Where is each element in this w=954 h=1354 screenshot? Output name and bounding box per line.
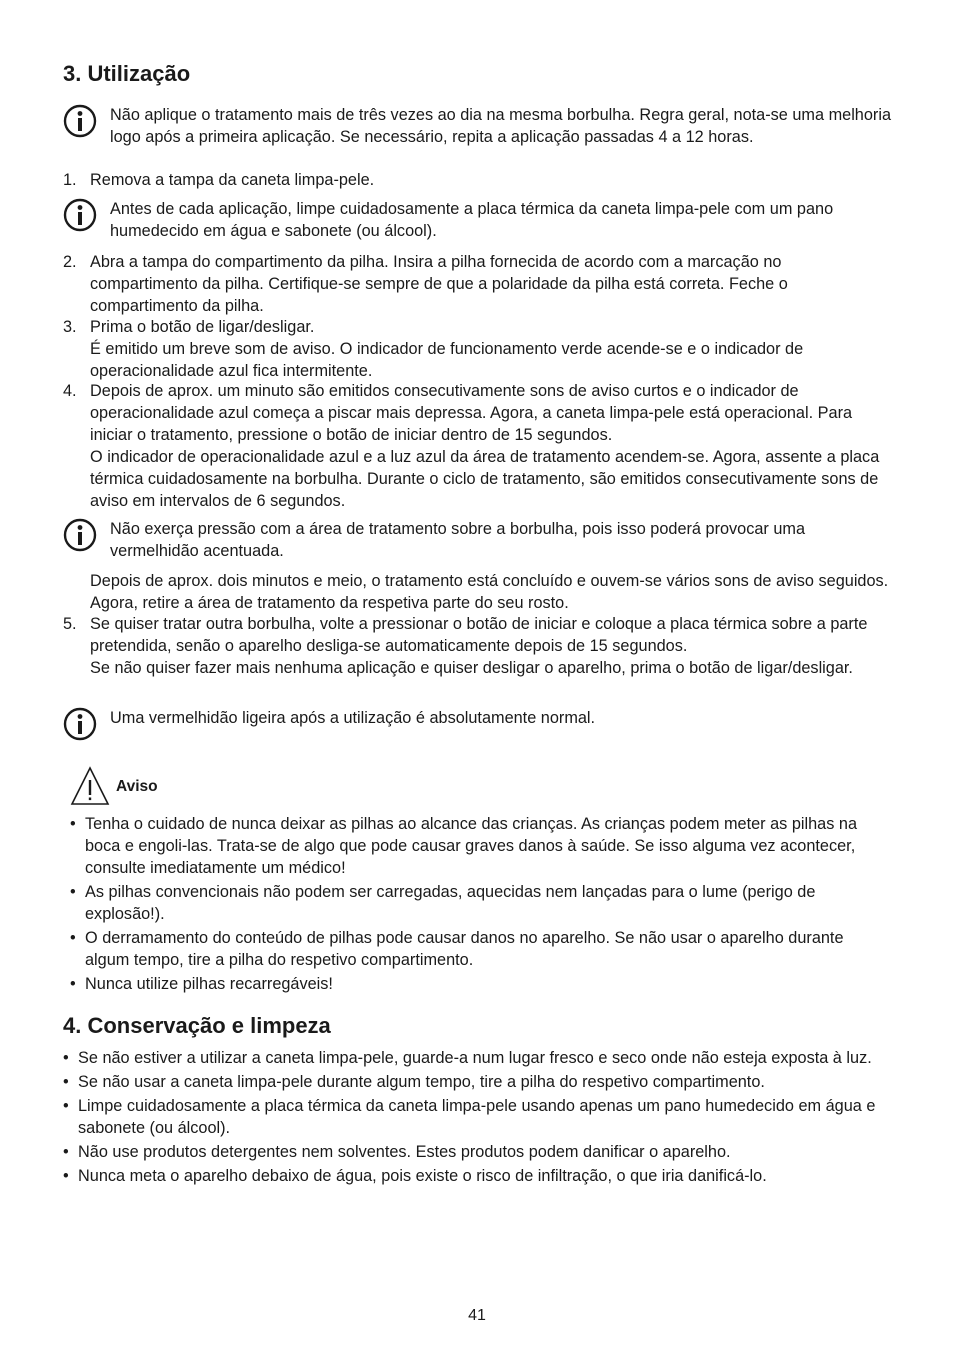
step-4-line-1: Depois de aprox. um minuto são emitidos consecutivamente sons de aviso curtos e o indicador de operacionalidade azul começa a piscar mais depressa. Agora, a caneta limpa-pele está operacional. Para iniciar o tratamento, pressione o botão de iniciar dentro de 15 segundos. (90, 382, 853, 444)
info-note-text: Antes de cada aplicação, limpe cuidadosamente a placa térmica da caneta limpa-pele com um pano humedecido em água e sabonete (ou álcool). (110, 200, 834, 240)
warning-label: Aviso (116, 778, 158, 795)
list-item: • Não use produtos detergentes nem solventes. Estes produtos podem danificar o aparelho. (63, 1143, 731, 1161)
step-4 (90, 380, 890, 512)
info-icon (63, 707, 97, 741)
list-item: • Limpe cuidadosamente a placa térmica da caneta limpa-pele usando apenas um pano humedecido em água e sabonete (ou álcool). (63, 1097, 876, 1137)
care-list (63, 1047, 893, 1189)
step-5-line-1: Se quiser tratar outra borbulha, volte a pressionar o botão de iniciar e coloque a placa térmica sobre a parte pretendida, senão o aparelho desliga-se automaticamente depois de 15 segundos. (90, 615, 868, 655)
step-2-text: Abra a tampa do compartimento da pilha. Insira a pilha fornecida de acordo com a marcação no compartimento da pilha. Certifique-se sempre de que a polaridade da pilha está correta. Feche o compartimento da pilha. (90, 253, 788, 315)
info-note-text: Não exerça pressão com a área de tratamento sobre a borbulha, pois isso poderá provocar uma vermelhidão acentuada. (110, 520, 806, 560)
step-number: 4. (63, 382, 77, 400)
list-item: • Se não estiver a utilizar a caneta limpa-pele, guarde-a num lugar fresco e seco onde não esteja exposta à luz. (63, 1049, 872, 1067)
list-item: • Tenha o cuidado de nunca deixar as pilhas ao alcance das crianças. As crianças podem meter as pilhas na boca e engoli-las. Trata-se de algo que pode causar graves danos à saúde. Se isso alguma vez acontecer, consulte imediatamente um médico! (70, 815, 858, 877)
list-item: • Nunca utilize pilhas recarregáveis! (70, 975, 333, 993)
info-note-3 (63, 518, 893, 562)
step-number: 3. (63, 318, 77, 336)
step-4-continuation: Depois de aprox. dois minutos e meio, o tratamento está concluído e ouvem-se vários sons de aviso seguidos. Agora, retire a área de tratamento da respetiva parte do seu rosto. (90, 572, 889, 612)
step-3-line-2: É emitido um breve som de aviso. O indicador de funcionamento verde acende-se e o indicador de operacionalidade azul fica intermitente. (90, 340, 804, 380)
step-number: 1. (63, 171, 77, 189)
list-item: • As pilhas convencionais não podem ser carregadas, aquecidas nem lançadas para o lume (perigo de explosão!). (70, 883, 816, 923)
info-note-2 (63, 198, 893, 242)
info-note-text: Uma vermelhidão ligeira após a utilização é absolutamente normal. (110, 709, 596, 727)
step-number: 5. (63, 615, 77, 633)
section-title-conservacao: 4. Conservação e limpeza (63, 1013, 331, 1038)
warning-list (70, 813, 890, 997)
step-number: 2. (63, 253, 77, 271)
step-3-line-1: Prima o botão de ligar/desligar. (90, 318, 315, 336)
info-icon (63, 518, 97, 552)
step-4-line-2: O indicador de operacionalidade azul e a luz azul da área de tratamento acendem-se. Agora, assente a placa térmica cuidadosamente na borbulha. Durante o ciclo de tratamento, são emitidos consecutivamente sons de aviso em intervalos de 6 segundos. (90, 448, 880, 510)
list-item: • O derramamento do conteúdo de pilhas pode causar danos no aparelho. Se não usar o aparelho durante algum tempo, tire a pilha do respetivo compartimento. (70, 929, 844, 969)
page-number: 41 (468, 1307, 486, 1324)
step-1-text: Remova a tampa da caneta limpa-pele. (90, 171, 375, 189)
info-note-4 (63, 707, 893, 729)
step-5 (90, 613, 890, 679)
warning-triangle-icon (70, 766, 110, 806)
info-icon (63, 104, 97, 138)
info-note-1 (63, 104, 893, 148)
step-3 (90, 316, 890, 382)
info-note-text: Não aplique o tratamento mais de três vezes ao dia na mesma borbulha. Regra geral, nota-se uma melhoria logo após a primeira aplicação. Se necessário, repita a aplicação passadas 4 a 12 horas. (110, 106, 892, 146)
list-item: • Nunca meta o aparelho debaixo de água, pois existe o risco de infiltração, o que iria danificá-lo. (63, 1167, 767, 1185)
step-5-line-2: Se não quiser fazer mais nenhuma aplicação e quiser desligar o aparelho, prima o botão de ligar/desligar. (90, 659, 853, 677)
info-icon (63, 198, 97, 232)
list-item: • Se não usar a caneta limpa-pele durante algum tempo, tire a pilha do respetivo compartimento. (63, 1073, 765, 1091)
section-title-utilizacao: 3. Utilização (63, 61, 191, 86)
